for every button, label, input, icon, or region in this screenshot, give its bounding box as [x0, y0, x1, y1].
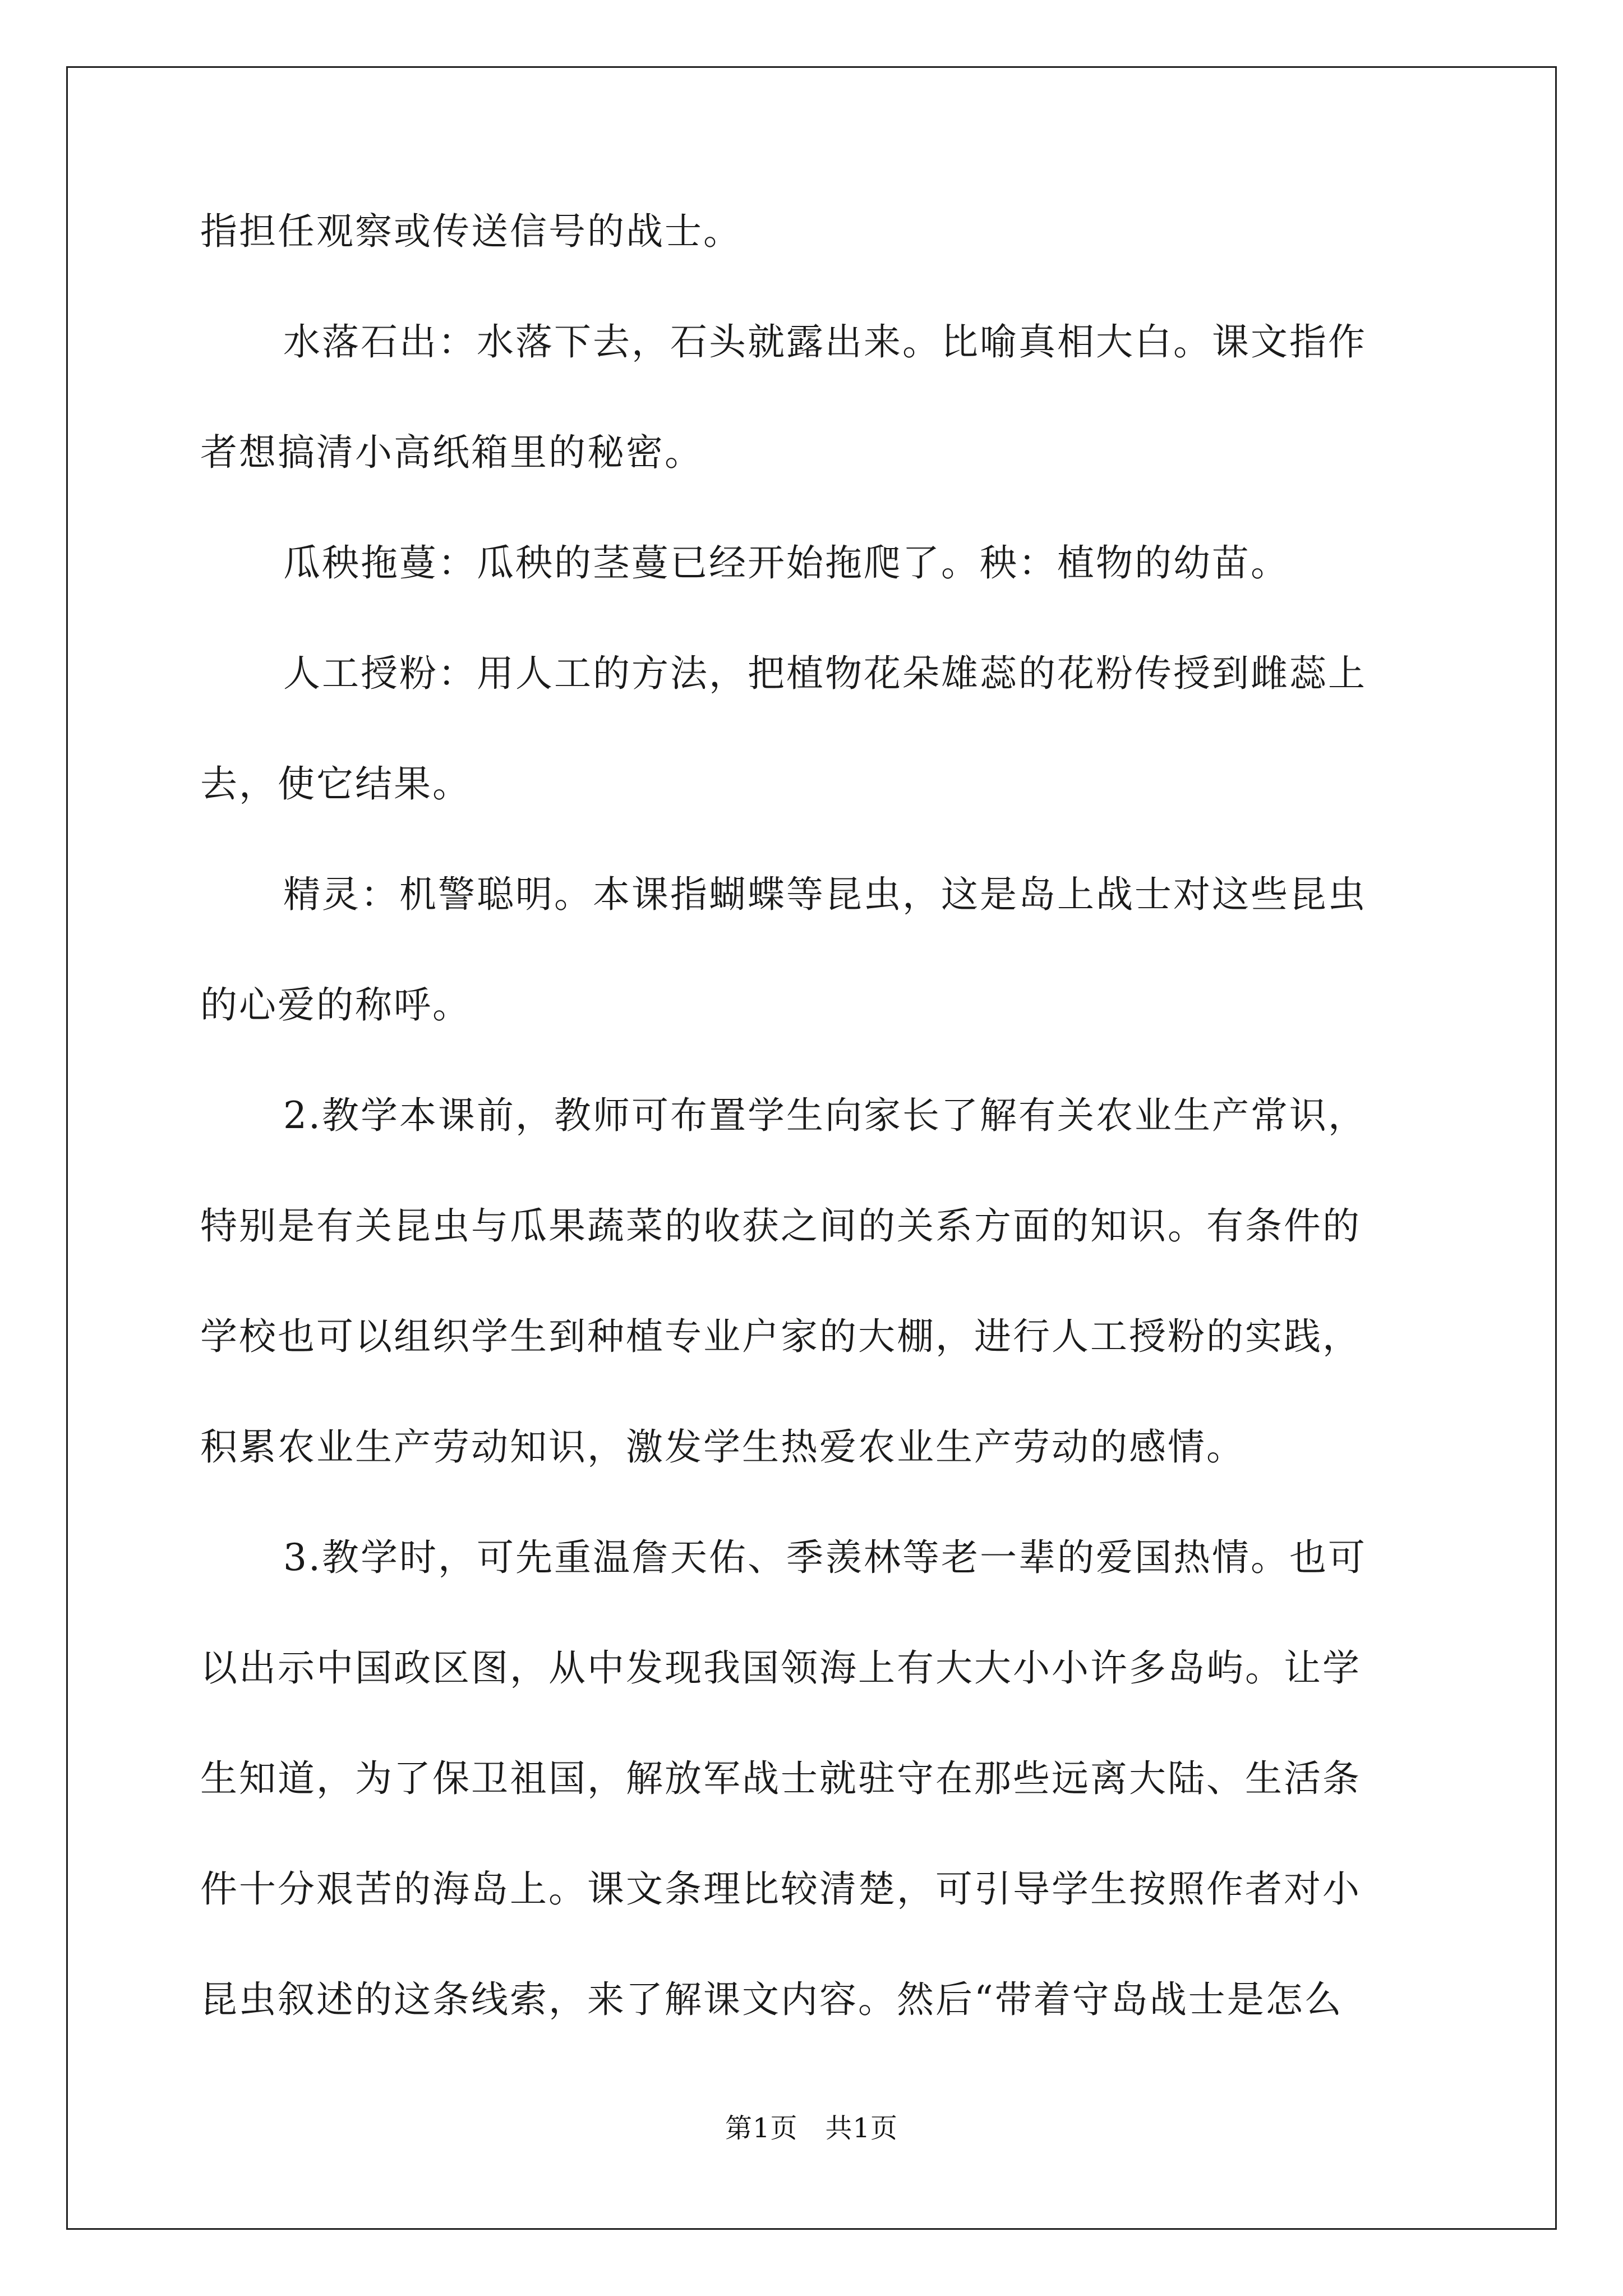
- text-line: 件十分艰苦的海岛上。课文条理比较清楚，可引导学生按照作者对小: [200, 1867, 1361, 1911]
- text-line: 水落石出：水落下去，石头就露出来。比喻真相大白。课文指作: [283, 320, 1367, 364]
- text-line: 积累农业生产劳动知识，激发学生热爱农业生产劳动的感情。: [200, 1425, 1245, 1469]
- text-line: 2.教学本课前，教师可布置学生向家长了解有关农业生产常识，: [283, 1094, 1367, 1137]
- text-line: 人工授粉：用人工的方法，把植物花朵雄蕊的花粉传授到雌蕊上: [283, 652, 1367, 695]
- text-line: 特别是有关昆虫与瓜果蔬菜的收获之间的关系方面的知识。有条件的: [200, 1204, 1361, 1248]
- text-line: 3.教学时，可先重温詹天佑、季羡林等老一辈的爱国热情。也可: [283, 1536, 1367, 1579]
- text-line: 精灵：机警聪明。本课指蝴蝶等昆虫，这是岛上战士对这些昆虫: [283, 873, 1367, 916]
- text-line: 昆虫叙述的这条线索，来了解课文内容。然后“带着守岛战士是怎么: [200, 1978, 1343, 2021]
- text-line: 学校也可以组织学生到种植专业户家的大棚，进行人工授粉的实践，: [200, 1315, 1361, 1358]
- text-line: 去，使它结果。: [200, 762, 471, 806]
- text-line: 者想搞清小高纸箱里的秘密。: [200, 431, 703, 474]
- text-line: 的心爱的称呼。: [200, 983, 471, 1027]
- page-footer: 第1页 共1页: [725, 2113, 898, 2144]
- text-line: 生知道，为了保卫祖国，解放军战士就驻守在那些远离大陆、生活条: [200, 1757, 1361, 1800]
- text-line: 以出示中国政区图，从中发现我国领海上有大大小小许多岛屿。让学: [200, 1646, 1361, 1690]
- text-line: 瓜秧拖蔓：瓜秧的茎蔓已经开始拖爬了。秧：植物的幼苗。: [283, 541, 1289, 585]
- text-line: 指担任观察或传送信号的战士。: [200, 210, 742, 253]
